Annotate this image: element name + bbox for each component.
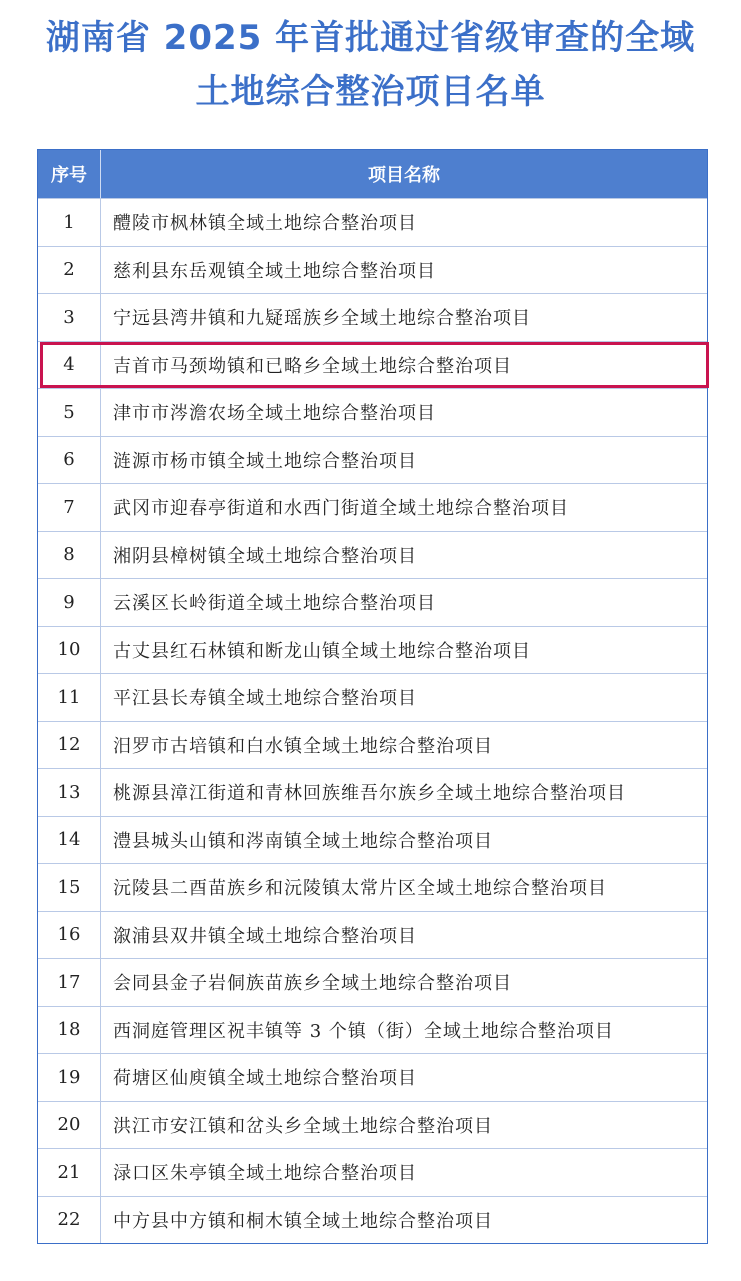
table-row — [38, 436, 707, 484]
title-line-1: 湖南省 2025 年首批通过省级审查的全域 — [45, 18, 696, 58]
row-project-name: 会同县金子岩侗族苗族乡全域土地综合整治项目 — [113, 973, 512, 995]
project-table — [37, 149, 708, 1244]
table-row — [38, 721, 707, 769]
row-project-name: 武冈市迎春亭街道和水西门街道全域土地综合整治项目 — [113, 498, 569, 520]
row-project-name: 洪江市安江镇和岔头乡全域土地综合整治项目 — [113, 1115, 493, 1137]
row-serial-number: 1 — [38, 199, 101, 246]
row-serial-number: 6 — [38, 437, 101, 484]
table-row — [38, 246, 707, 294]
row-serial-number: 22 — [38, 1197, 101, 1244]
row-project-name: 桃源县漳江街道和青林回族维吾尔族乡全域土地综合整治项目 — [113, 783, 626, 805]
row-serial-number: 20 — [38, 1102, 101, 1149]
row-serial-number: 13 — [38, 769, 101, 816]
row-project-name: 中方县中方镇和桐木镇全域土地综合整治项目 — [113, 1210, 493, 1232]
row-serial-number: 2 — [38, 247, 101, 294]
row-project-name: 平江县长寿镇全域土地综合整治项目 — [113, 688, 417, 710]
row-serial-number: 15 — [38, 864, 101, 911]
table-row — [38, 1006, 707, 1054]
row-project-name: 宁远县湾井镇和九疑瑶族乡全域土地综合整治项目 — [113, 308, 531, 330]
table-row — [38, 911, 707, 959]
table-header — [38, 150, 707, 198]
row-serial-number: 17 — [38, 959, 101, 1006]
header-project-name: 项目名称 — [368, 165, 440, 186]
table-body — [38, 198, 707, 1243]
row-serial-number: 11 — [38, 674, 101, 721]
table-row — [38, 1148, 707, 1196]
row-project-name: 吉首市马颈坳镇和已略乡全域土地综合整治项目 — [113, 355, 512, 377]
row-project-name: 湘阴县樟树镇全域土地综合整治项目 — [113, 545, 417, 567]
table-row — [38, 958, 707, 1006]
row-serial-number: 10 — [38, 627, 101, 674]
row-project-name: 云溪区长岭街道全域土地综合整治项目 — [113, 593, 436, 615]
row-project-name: 渌口区朱亭镇全域土地综合整治项目 — [113, 1163, 417, 1185]
row-serial-number: 4 — [38, 342, 101, 389]
table-row — [38, 673, 707, 721]
row-project-name: 澧县城头山镇和涔南镇全域土地综合整治项目 — [113, 830, 493, 852]
row-serial-number: 7 — [38, 484, 101, 531]
row-project-name: 涟源市杨市镇全域土地综合整治项目 — [113, 450, 417, 472]
table-row — [38, 626, 707, 674]
table-row — [38, 816, 707, 864]
table-row — [38, 1196, 707, 1244]
row-serial-number: 19 — [38, 1054, 101, 1101]
row-serial-number: 5 — [38, 389, 101, 436]
row-project-name: 古丈县红石林镇和断龙山镇全域土地综合整治项目 — [113, 640, 531, 662]
table-row — [38, 293, 707, 341]
table-row — [38, 768, 707, 816]
row-serial-number: 12 — [38, 722, 101, 769]
row-project-name: 西洞庭管理区祝丰镇等 3 个镇（街）全域土地综合整治项目 — [113, 1020, 614, 1042]
row-project-name: 溆浦县双井镇全域土地综合整治项目 — [113, 925, 417, 947]
table-row-highlighted — [38, 341, 707, 389]
row-project-name: 汨罗市古培镇和白水镇全域土地综合整治项目 — [113, 735, 493, 757]
table-row — [38, 198, 707, 246]
table-row — [38, 863, 707, 911]
table-row — [38, 1053, 707, 1101]
row-project-name: 慈利县东岳观镇全域土地综合整治项目 — [113, 260, 436, 282]
row-project-name: 津市市涔澹农场全域土地综合整治项目 — [113, 403, 436, 425]
row-serial-number: 3 — [38, 294, 101, 341]
row-serial-number: 16 — [38, 912, 101, 959]
row-serial-number: 14 — [38, 817, 101, 864]
row-serial-number: 21 — [38, 1149, 101, 1196]
row-project-name: 醴陵市枫林镇全域土地综合整治项目 — [113, 213, 417, 235]
document-title — [0, 0, 741, 130]
row-serial-number: 8 — [38, 532, 101, 579]
table-row — [38, 483, 707, 531]
table-row — [38, 531, 707, 579]
row-serial-number: 9 — [38, 579, 101, 626]
title-line-2: 土地综合整治项目名单 — [195, 72, 546, 112]
table-row — [38, 1101, 707, 1149]
header-serial-number: 序号 — [38, 150, 101, 198]
row-serial-number: 18 — [38, 1007, 101, 1054]
table-row — [38, 388, 707, 436]
table-row — [38, 578, 707, 626]
row-project-name: 沅陵县二酉苗族乡和沅陵镇太常片区全域土地综合整治项目 — [113, 878, 607, 900]
row-project-name: 荷塘区仙庾镇全域土地综合整治项目 — [113, 1068, 417, 1090]
